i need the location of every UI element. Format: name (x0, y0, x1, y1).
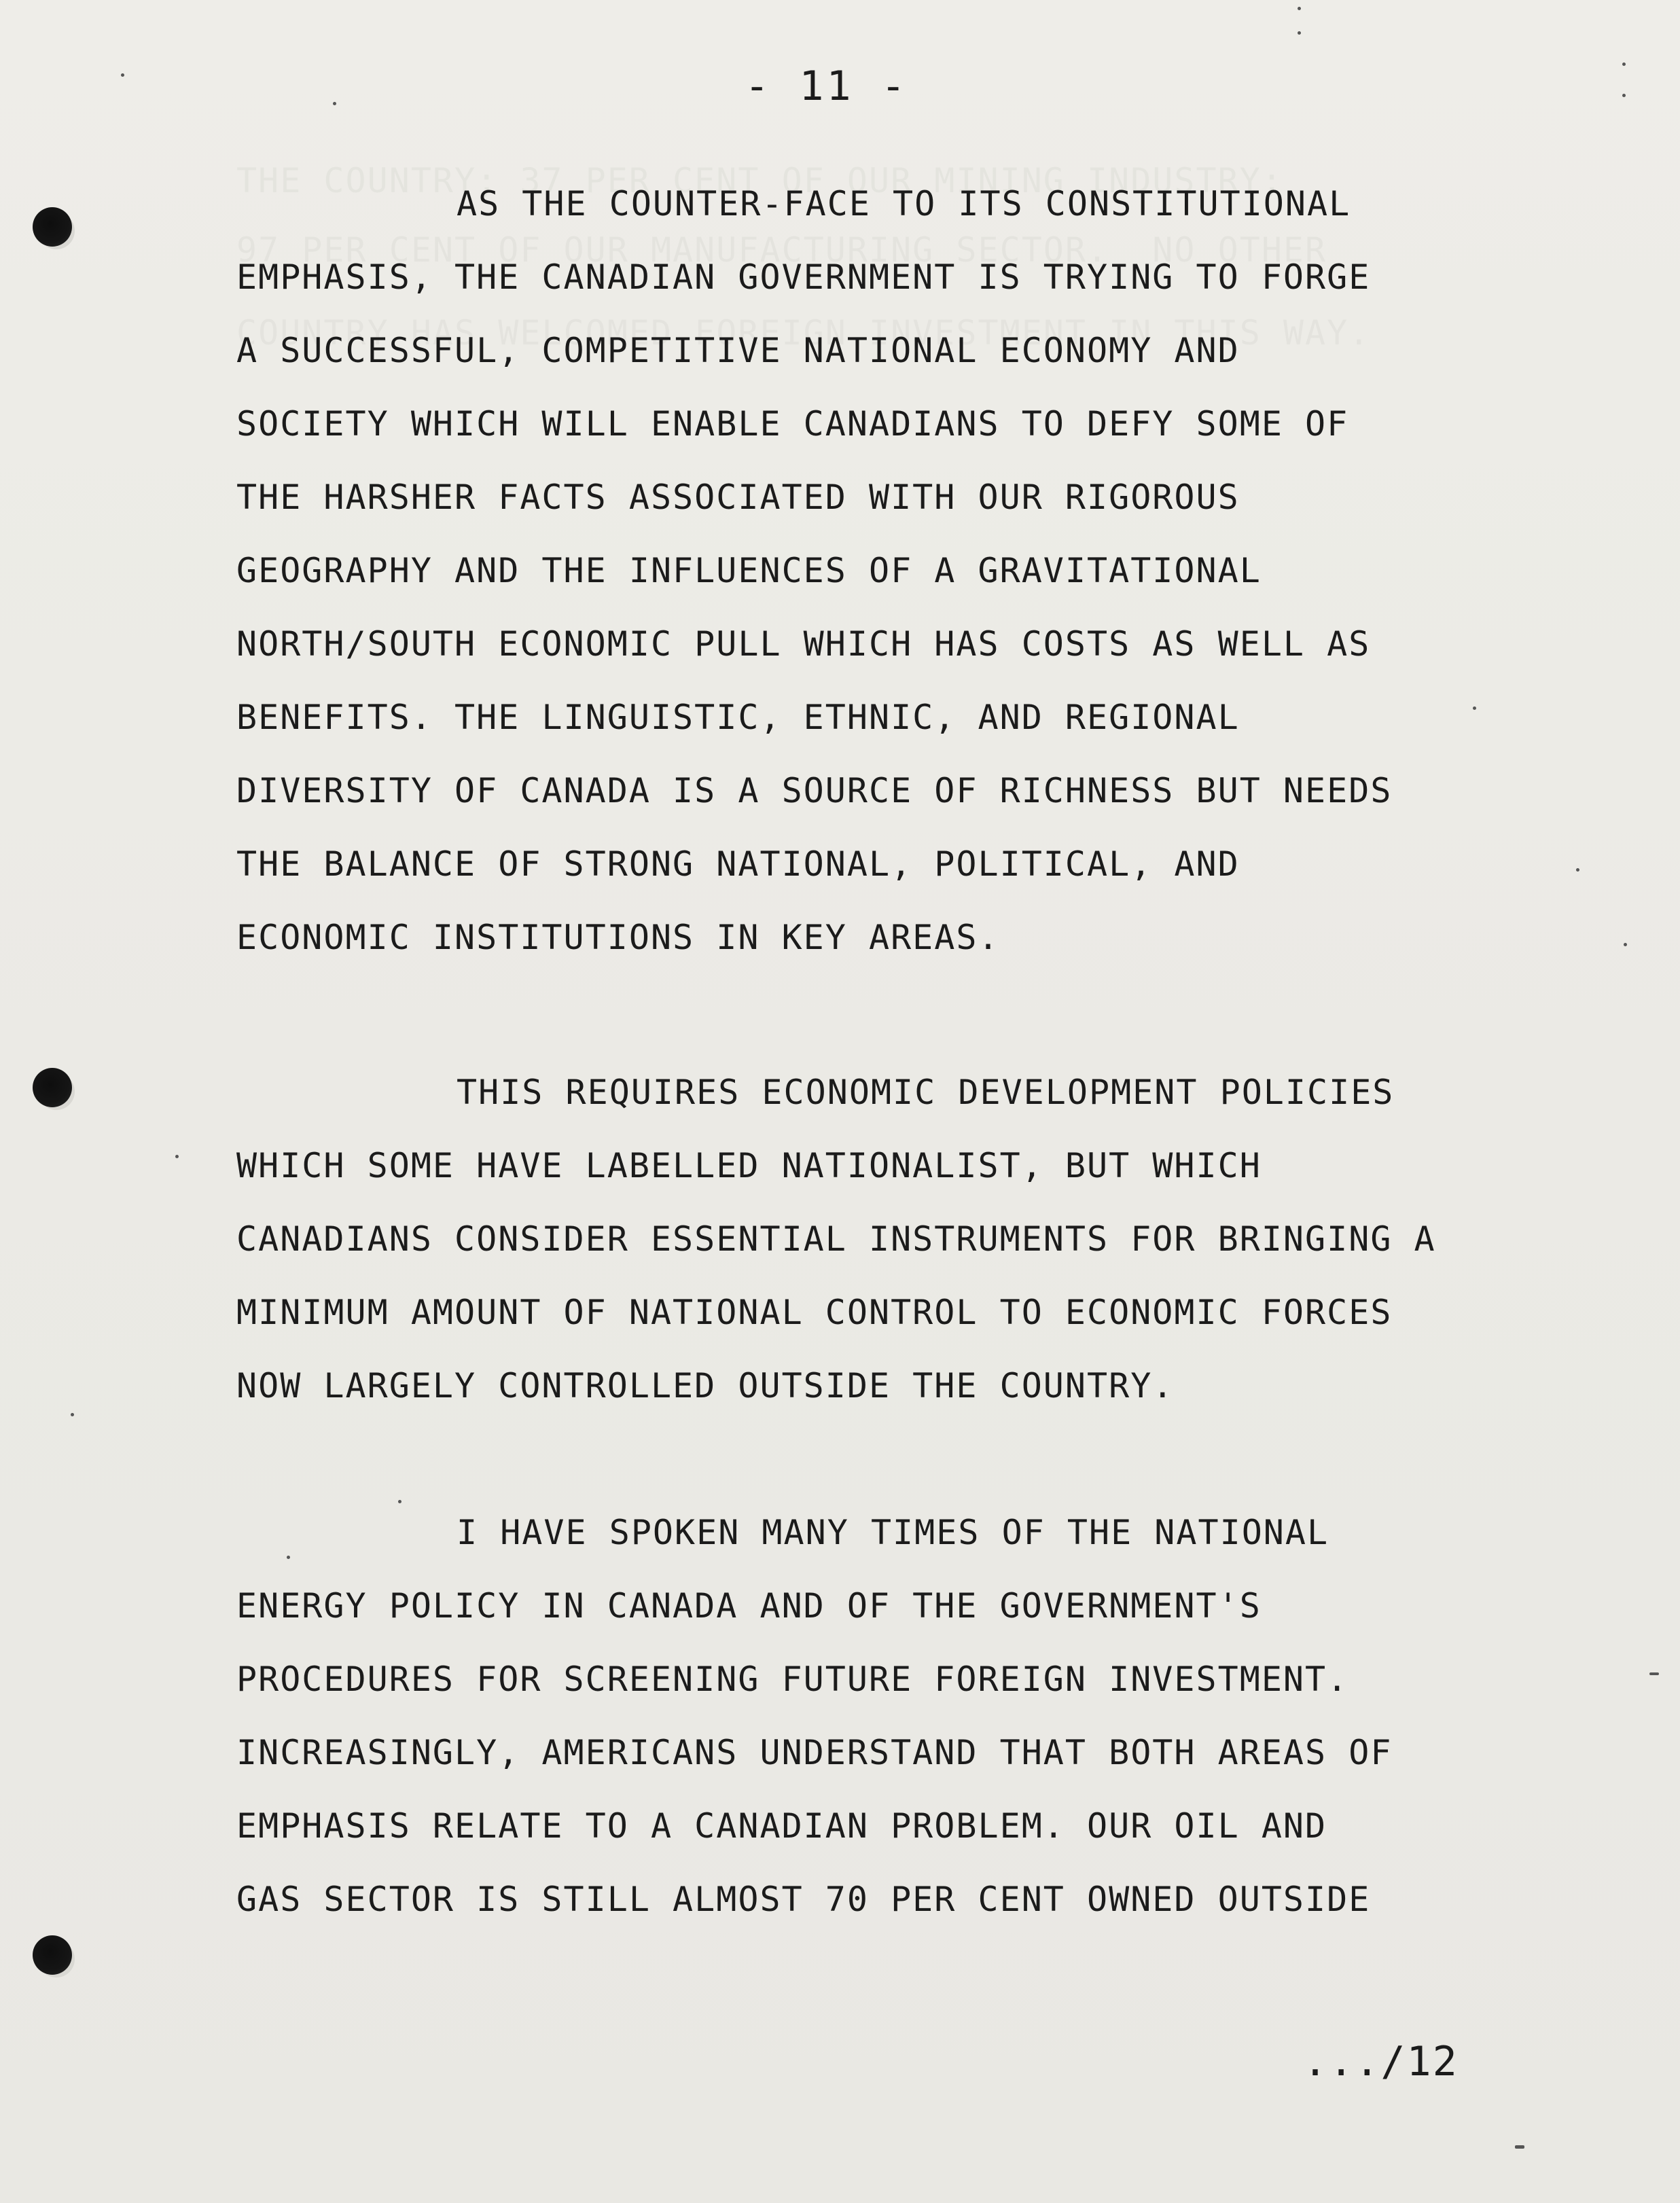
text-line: THE BALANCE OF STRONG NATIONAL, POLITICAL, AND (236, 844, 1240, 884)
scan-speck (1298, 31, 1301, 35)
scan-speck (1649, 1672, 1659, 1675)
text-line: THE HARSHER FACTS ASSOCIATED WITH OUR RIGOROUS (236, 478, 1240, 517)
text-line: ECONOMIC INSTITUTIONS IN KEY AREAS. (236, 918, 1000, 957)
text-line: EMPHASIS RELATE TO A CANADIAN PROBLEM. OUR OIL AND (236, 1806, 1327, 1846)
text-line: NOW LARGELY CONTROLLED OUTSIDE THE COUNTRY. (236, 1366, 1175, 1405)
text-line: NORTH/SOUTH ECONOMIC PULL WHICH HAS COSTS AS WELL AS (236, 624, 1371, 664)
text-line: SOCIETY WHICH WILL ENABLE CANADIANS TO DEFY SOME OF (236, 404, 1349, 444)
text-line: A SUCCESSFUL, COMPETITIVE NATIONAL ECONOMY AND (236, 331, 1240, 370)
text-line: I HAVE SPOKEN MANY TIMES OF THE NATIONAL (457, 1513, 1329, 1552)
scan-speck (398, 1500, 401, 1503)
text-line: GAS SECTOR IS STILL ALMOST 70 PER CENT OWNED OUTSIDE (236, 1880, 1371, 1919)
text-line: CANADIANS CONSIDER ESSENTIAL INSTRUMENTS FOR BRINGING A (236, 1219, 1436, 1259)
text-line: AS THE COUNTER-FACE TO ITS CONSTITUTIONAL (457, 184, 1351, 223)
scan-speck (1473, 706, 1476, 710)
text-line: THIS REQUIRES ECONOMIC DEVELOPMENT POLICIES (457, 1073, 1395, 1112)
text-line: BENEFITS. THE LINGUISTIC, ETHNIC, AND REGIONAL (236, 698, 1240, 737)
punch-hole-bottom (33, 1935, 72, 1975)
punch-hole-middle (33, 1068, 72, 1107)
text-line: GEOGRAPHY AND THE INFLUENCES OF A GRAVITATIONAL (236, 551, 1262, 590)
text-line: DIVERSITY OF CANADA IS A SOURCE OF RICHNESS BUT NEEDS (236, 771, 1393, 810)
page-number: - 11 - (745, 62, 908, 110)
scan-speck (287, 1556, 290, 1559)
text-line: ENERGY POLICY IN CANADA AND OF THE GOVERNMENT'S (236, 1586, 1262, 1626)
scan-speck (1576, 868, 1579, 872)
continuation-marker: .../12 (1303, 2038, 1459, 2085)
scan-speck (1624, 943, 1627, 946)
text-line: MINIMUM AMOUNT OF NATIONAL CONTROL TO ECONOMIC FORCES (236, 1293, 1393, 1332)
scan-speck (1298, 7, 1301, 10)
punch-hole-top (33, 207, 72, 247)
scan-speck (175, 1155, 179, 1158)
text-line: EMPHASIS, THE CANADIAN GOVERNMENT IS TRYING TO FORGE (236, 257, 1371, 297)
text-line: WHICH SOME HAVE LABELLED NATIONALIST, BUT WHICH (236, 1146, 1262, 1185)
text-line: INCREASINGLY, AMERICANS UNDERSTAND THAT BOTH AREAS OF (236, 1733, 1393, 1772)
text-line: PROCEDURES FOR SCREENING FUTURE FOREIGN INVESTMENT. (236, 1660, 1349, 1699)
scan-speck (1515, 2145, 1524, 2149)
scan-speck (71, 1413, 74, 1416)
